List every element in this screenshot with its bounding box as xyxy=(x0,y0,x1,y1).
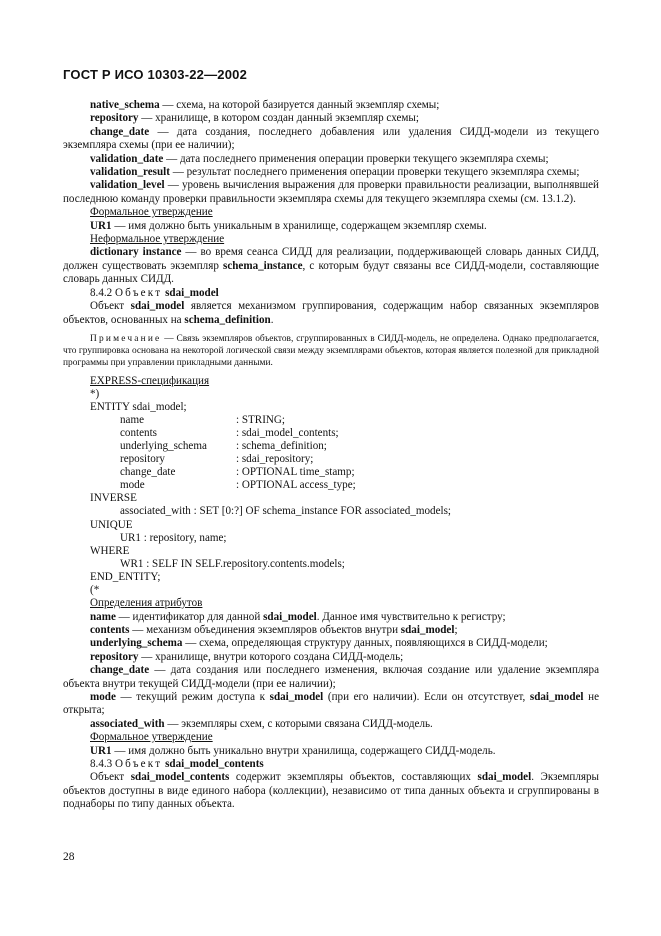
attr-def-underlying-schema: underlying_schema — схема, определяющая структуру данных, появляющихся в СИДД-модели; xyxy=(90,637,548,650)
def-repository: repository — хранилище, в котором создан данный экземпляр схемы; xyxy=(90,112,419,125)
express-attr: underlying_schema : schema_definition; xyxy=(120,439,327,452)
express-attr: repository : sdai_repository; xyxy=(120,453,314,466)
express-attr: name : STRING; xyxy=(120,413,286,426)
document-header: ГОСТ Р ИСО 10303-22—2002 xyxy=(63,67,248,82)
attr-def-contents: contents — механизм объединения экземпляров объектов внутри sdai_model; xyxy=(90,623,458,636)
attr-defs-heading: Определения атрибутов xyxy=(90,597,203,610)
attr-def-change-date: change_date — дата создания или последнего изменения, включая создание или удаление экземпляра объекта внутри текущей СИДД-модели (при ее наличии); xyxy=(63,664,599,690)
section-843-title: 8.4.3 Объект sdai_model_contents xyxy=(90,757,264,770)
formal-rule-2: UR1 — имя должно быть уникально внутри хранилища, содержащего СИДД-модель. xyxy=(90,744,496,757)
note-paragraph: Примечание — Связь экземпляров объектов, сгруппированных в СИДД-модель, не определена. Однако предполагается, что группировка основана на некоторой логической связи между экземплярами объектов, которая является полезной для прикладной программы при управлении прикладными данными. xyxy=(63,333,599,369)
express-inverse-line: associated_with : SET [0:?] OF schema_instance FOR associated_models; xyxy=(120,505,452,518)
page-number: 28 xyxy=(63,851,75,863)
formal-heading-1: Формальное утверждение xyxy=(90,206,213,219)
def-validation-date: validation_date — дата последнего применения операции проверки текущего экземпляра схемы; xyxy=(90,152,549,165)
attr-def-name: name — идентификатор для данной sdai_model. Данное имя чувствительно к регистру; xyxy=(90,610,506,623)
informal-heading: Неформальное утверждение xyxy=(90,233,225,246)
informal-rule: dictionary instance — во время сеанса СИДД для реализации, поддерживающей словарь данных СИДД, должен существовать экземпляр schema_instance, с которым будут связаны все СИДД-модели, составляющие словарь данных СИДД. xyxy=(63,246,599,286)
express-spec xyxy=(63,375,599,598)
express-unique-line: UR1 : repository, name; xyxy=(120,531,227,544)
express-end: END_ENTITY; xyxy=(90,570,161,583)
def-native-schema: native_schema — схема, на которой базируется данный экземпляр схемы; xyxy=(90,99,440,111)
express-heading: EXPRESS-спецификация xyxy=(90,374,210,387)
express-attr: contents : sdai_model_contents; xyxy=(120,426,339,439)
def-validation-result: validation_result — результат последнего применения операции проверки текущего экземпляра схемы; xyxy=(90,166,580,179)
express-where: WHERE xyxy=(90,544,130,557)
express-attr: mode : OPTIONAL access_type; xyxy=(120,479,356,492)
express-unique: UNIQUE xyxy=(90,518,133,531)
section-842-title: 8.4.2 Объект sdai_model xyxy=(90,286,219,299)
attr-def-repository: repository — хранилище, внутри которого создана СИДД-модель; xyxy=(90,650,404,663)
attr-def-associated-with: associated_with — экземпляры схем, с которыми связана СИДД-модель. xyxy=(90,717,433,730)
express-entity: ENTITY sdai_model; xyxy=(90,400,187,413)
attr-def-mode: mode — текущий режим доступа к sdai_model (при его наличии). Если он отсутствует, sdai_model не открыта; xyxy=(63,690,600,717)
formal-heading-2: Формальное утверждение xyxy=(90,731,213,744)
express-open: *) xyxy=(90,387,100,400)
formal-rule-1: UR1 — имя должно быть уникальным в хранилище, содержащем экземпляр схемы. xyxy=(90,219,487,232)
express-inverse: INVERSE xyxy=(90,492,137,505)
express-where-line: WR1 : SELF IN SELF.repository.contents.models; xyxy=(120,557,345,570)
express-close: (* xyxy=(90,584,100,597)
section-842-text: Объект sdai_model является механизмом группирования, содержащим набор связанных экземпляров объектов, основанных на schema_definition. xyxy=(63,300,600,326)
def-validation-level: validation_level — уровень вычисления выражения для проверки правильности реализации, выполнявшей последнюю команду проверки правильности экземпляра схемы для текущего экземпляра схемы (см. 13.1.2). xyxy=(63,179,599,205)
def-change-date: change_date — дата создания, последнего добавления или удаления СИДД-модели из текущего экземпляра схемы (при ее наличии); xyxy=(63,125,599,152)
section-843-text: Объект sdai_model_contents содержит экземпляры объектов, составляющих sdai_model. Экземпляры объектов доступны в виде единого набора (коллекции), независимо от типа данных объекта и сгруппированы в поднаборы по типу данных объекта. xyxy=(63,771,600,811)
document-body xyxy=(63,99,599,812)
express-attr: change_date : OPTIONAL time_stamp; xyxy=(120,466,355,479)
